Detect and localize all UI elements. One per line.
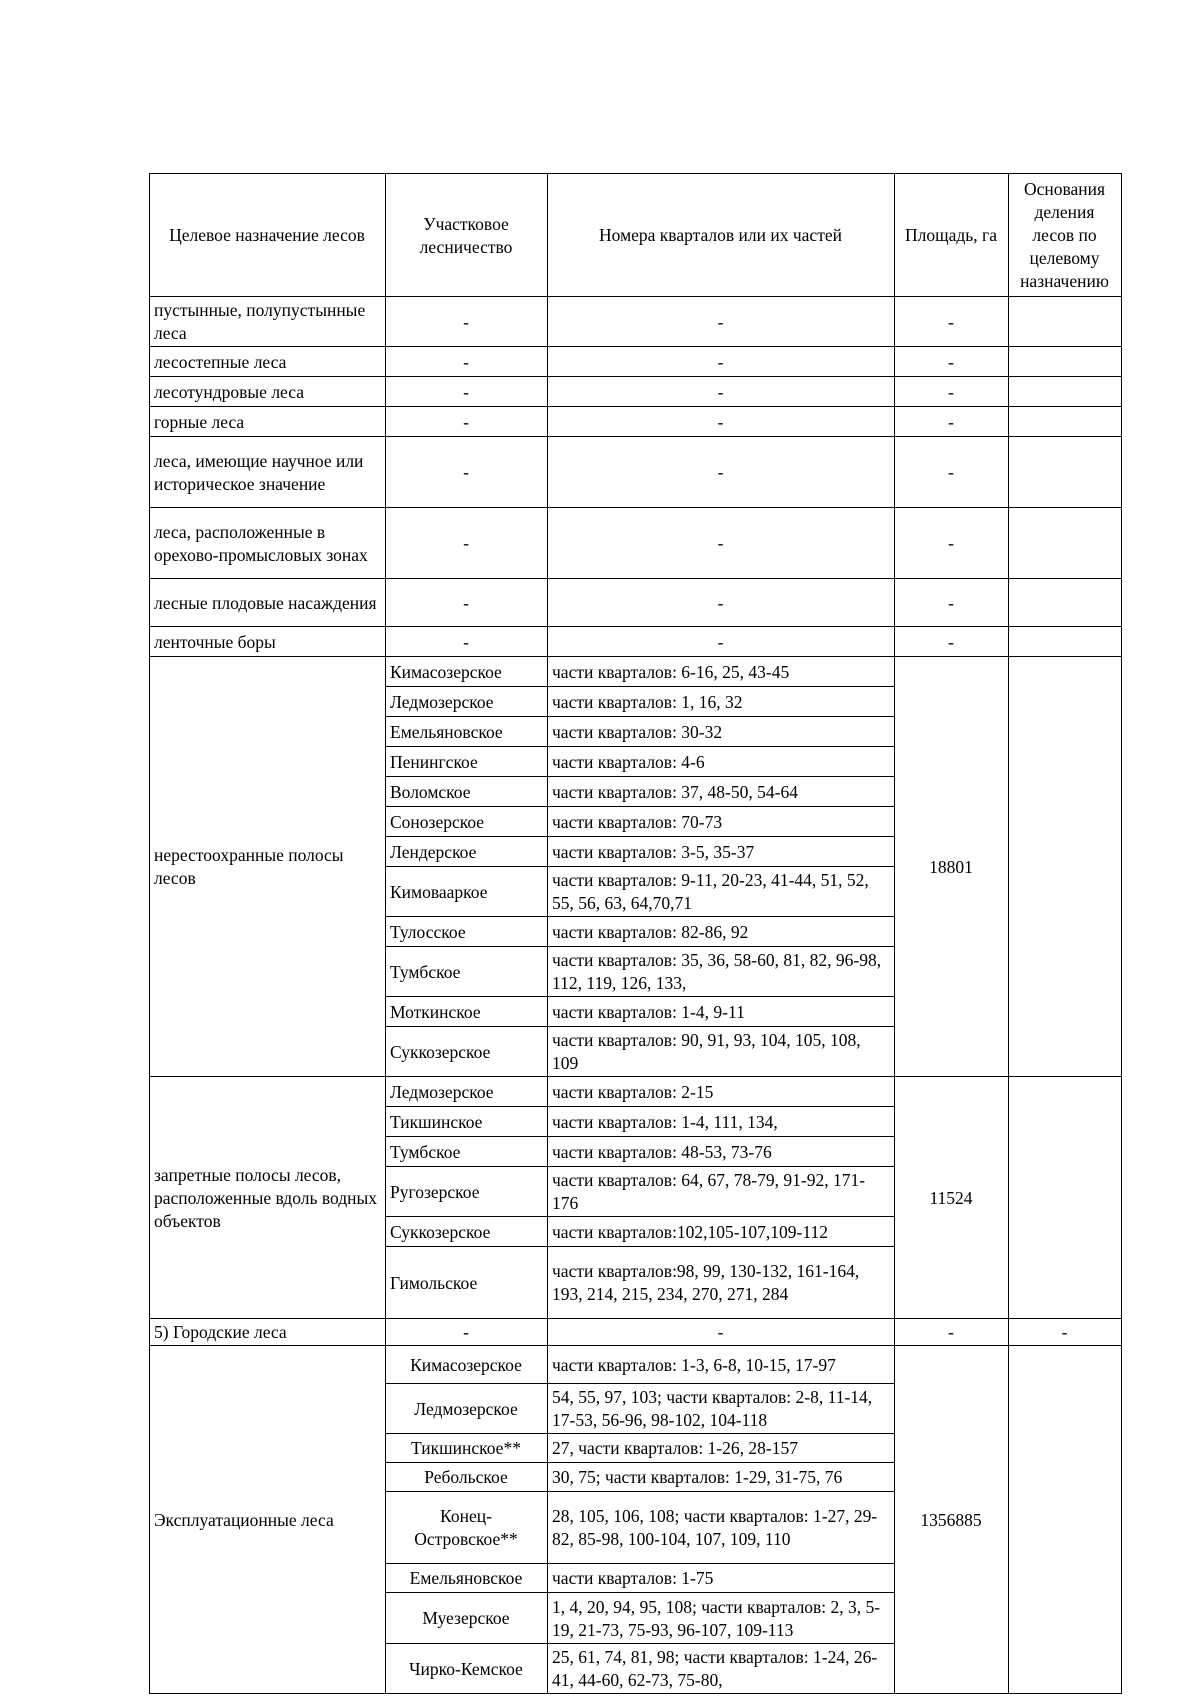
purpose-cell-exploitation: Эксплуатационные леса (150, 1346, 386, 1694)
basis-cell (1009, 377, 1122, 407)
forestry-cell: Гимольское (386, 1247, 548, 1319)
quarters-cell: - (548, 627, 895, 657)
basis-cell (1009, 657, 1122, 1077)
forestry-cell: Муезерское (386, 1593, 548, 1644)
area-cell: - (895, 377, 1009, 407)
area-cell: - (895, 297, 1009, 347)
area-cell: - (895, 1319, 1009, 1346)
table-row (150, 407, 1122, 437)
header-purpose: Целевое назначение лесов (150, 174, 386, 297)
area-cell: - (895, 437, 1009, 508)
header-quarters: Номера кварталов или их частей (548, 174, 895, 297)
table-row (150, 297, 1122, 347)
table-row (150, 437, 1122, 508)
quarters-cell: части кварталов: 1-75 (548, 1564, 895, 1593)
forestry-cell: - (386, 627, 548, 657)
forestry-cell: Емельяновское (386, 1564, 548, 1593)
forestry-cell: - (386, 407, 548, 437)
basis-cell (1009, 347, 1122, 377)
basis-cell (1009, 627, 1122, 657)
forestry-cell: - (386, 508, 548, 579)
forestry-cell: - (386, 297, 548, 347)
table-row (150, 377, 1122, 407)
basis-cell (1009, 297, 1122, 347)
purpose-cell: горные леса (150, 407, 386, 437)
table-row (150, 1319, 1122, 1346)
quarters-cell: - (548, 437, 895, 508)
forestry-cell: - (386, 377, 548, 407)
quarters-cell: части кварталов: 1-3, 6-8, 10-15, 17-97 (548, 1346, 895, 1384)
purpose-cell: лесные плодовые насаждения (150, 579, 386, 627)
quarters-cell: - (548, 579, 895, 627)
purpose-cell: ленточные боры (150, 627, 386, 657)
forestry-cell: Тумбское (386, 1137, 548, 1167)
forestry-cell: Ледмозерское (386, 1384, 548, 1434)
table-header-row (150, 174, 1122, 297)
quarters-cell: части кварталов: 70-73 (548, 807, 895, 837)
forestry-cell: Ледмозерское (386, 687, 548, 717)
quarters-cell: части кварталов: 6-16, 25, 43-45 (548, 657, 895, 687)
quarters-cell: - (548, 1319, 895, 1346)
quarters-cell: части кварталов: 1-4, 9-11 (548, 997, 895, 1027)
forestry-cell: Тумбское (386, 947, 548, 997)
quarters-cell: части кварталов:102,105-107,109-112 (548, 1217, 895, 1247)
quarters-cell: - (548, 407, 895, 437)
quarters-cell: части кварталов: 1-4, 111, 134, (548, 1107, 895, 1137)
forestry-cell: Суккозерское (386, 1027, 548, 1077)
table-row (150, 1077, 1122, 1107)
quarters-cell: части кварталов: 1, 16, 32 (548, 687, 895, 717)
quarters-cell: части кварталов: 48-53, 73-76 (548, 1137, 895, 1167)
table-row (150, 347, 1122, 377)
quarters-cell: части кварталов: 2-15 (548, 1077, 895, 1107)
area-cell-exploitation: 1356885 (895, 1346, 1009, 1694)
purpose-cell: пустынные, полупустынные леса (150, 297, 386, 347)
forestry-cell: Ледмозерское (386, 1077, 548, 1107)
area-cell: - (895, 347, 1009, 377)
forestry-cell: Воломское (386, 777, 548, 807)
forestry-cell: Конец-Островское** (386, 1492, 548, 1564)
quarters-cell: части кварталов: 82-86, 92 (548, 917, 895, 947)
quarters-cell: - (548, 508, 895, 579)
forestry-cell: - (386, 347, 548, 377)
basis-cell (1009, 579, 1122, 627)
quarters-cell: 25, 61, 74, 81, 98; части кварталов: 1-24, 26-41, 44-60, 62-73, 75-80, (548, 1644, 895, 1694)
quarters-cell: части кварталов: 30-32 (548, 717, 895, 747)
forestry-cell: - (386, 437, 548, 508)
purpose-cell: леса, расположенные в орехово-промысловых зонах (150, 508, 386, 579)
table-row (150, 627, 1122, 657)
quarters-cell: части кварталов: 9-11, 20-23, 41-44, 51, 52, 55, 56, 63, 64,70,71 (548, 867, 895, 917)
area-cell: - (895, 407, 1009, 437)
header-area: Площадь, га (895, 174, 1009, 297)
header-forestry: Участковое лесничество (386, 174, 548, 297)
forestry-cell: Сонозерское (386, 807, 548, 837)
basis-cell (1009, 1346, 1122, 1694)
table-row (150, 579, 1122, 627)
quarters-cell: части кварталов: 90, 91, 93, 104, 105, 108, 109 (548, 1027, 895, 1077)
area-cell-prohibited: 11524 (895, 1077, 1009, 1319)
quarters-cell: 27, части кварталов: 1-26, 28-157 (548, 1434, 895, 1463)
quarters-cell: 1, 4, 20, 94, 95, 108; части кварталов: 2, 3, 5-19, 21-73, 75-93, 96-107, 109-113 (548, 1593, 895, 1644)
forestry-cell: Кимасозерское (386, 657, 548, 687)
header-basis: Основания деления лесов по целевому назначению (1009, 174, 1122, 297)
quarters-cell: части кварталов: 4-6 (548, 747, 895, 777)
quarters-cell: части кварталов: 35, 36, 58-60, 81, 82, 96-98, 112, 119, 126, 133, (548, 947, 895, 997)
purpose-cell: лесотундровые леса (150, 377, 386, 407)
forestry-cell: Кимасозерское (386, 1346, 548, 1384)
basis-cell (1009, 407, 1122, 437)
table-row (150, 1346, 1122, 1384)
area-cell: - (895, 508, 1009, 579)
forestry-cell: Тулосское (386, 917, 548, 947)
forestry-cell: Суккозерское (386, 1217, 548, 1247)
forestry-cell: Пенингское (386, 747, 548, 777)
forestry-cell: Моткинское (386, 997, 548, 1027)
purpose-cell: леса, имеющие научное или историческое значение (150, 437, 386, 508)
area-cell: - (895, 579, 1009, 627)
basis-cell (1009, 508, 1122, 579)
basis-cell (1009, 1077, 1122, 1319)
basis-cell (1009, 437, 1122, 508)
purpose-cell-prohibited: запретные полосы лесов, расположенные вдоль водных объектов (150, 1077, 386, 1319)
quarters-cell: 28, 105, 106, 108; части кварталов: 1-27, 29-82, 85-98, 100-104, 107, 109, 110 (548, 1492, 895, 1564)
quarters-cell: - (548, 377, 895, 407)
basis-cell: - (1009, 1319, 1122, 1346)
purpose-cell-spawning: нерестоохранные полосы лесов (150, 657, 386, 1077)
purpose-cell: лесостепные леса (150, 347, 386, 377)
quarters-cell: - (548, 347, 895, 377)
quarters-cell: - (548, 297, 895, 347)
quarters-cell: части кварталов:98, 99, 130-132, 161-164, 193, 214, 215, 234, 270, 271, 284 (548, 1247, 895, 1319)
forestry-cell: Лендерское (386, 837, 548, 867)
table-row (150, 657, 1122, 687)
quarters-cell: 54, 55, 97, 103; части кварталов: 2-8, 11-14, 17-53, 56-96, 98-102, 104-118 (548, 1384, 895, 1434)
forestry-cell: Ребольское (386, 1463, 548, 1492)
area-cell: - (895, 627, 1009, 657)
purpose-cell-urban: 5) Городские леса (150, 1319, 386, 1346)
forestry-cell: Кимовааркое (386, 867, 548, 917)
forestry-cell: Чирко-Кемское (386, 1644, 548, 1694)
forest-purpose-table (149, 173, 1122, 1694)
area-cell-spawning: 18801 (895, 657, 1009, 1077)
forestry-cell: Тикшинское (386, 1107, 548, 1137)
forestry-cell: Емельяновское (386, 717, 548, 747)
forestry-cell: Тикшинское** (386, 1434, 548, 1463)
forestry-cell: - (386, 579, 548, 627)
quarters-cell: 30, 75; части кварталов: 1-29, 31-75, 76 (548, 1463, 895, 1492)
quarters-cell: части кварталов: 64, 67, 78-79, 91-92, 171-176 (548, 1167, 895, 1217)
table-row (150, 508, 1122, 579)
quarters-cell: части кварталов: 3-5, 35-37 (548, 837, 895, 867)
forestry-cell: - (386, 1319, 548, 1346)
forestry-cell: Ругозерское (386, 1167, 548, 1217)
quarters-cell: части кварталов: 37, 48-50, 54-64 (548, 777, 895, 807)
